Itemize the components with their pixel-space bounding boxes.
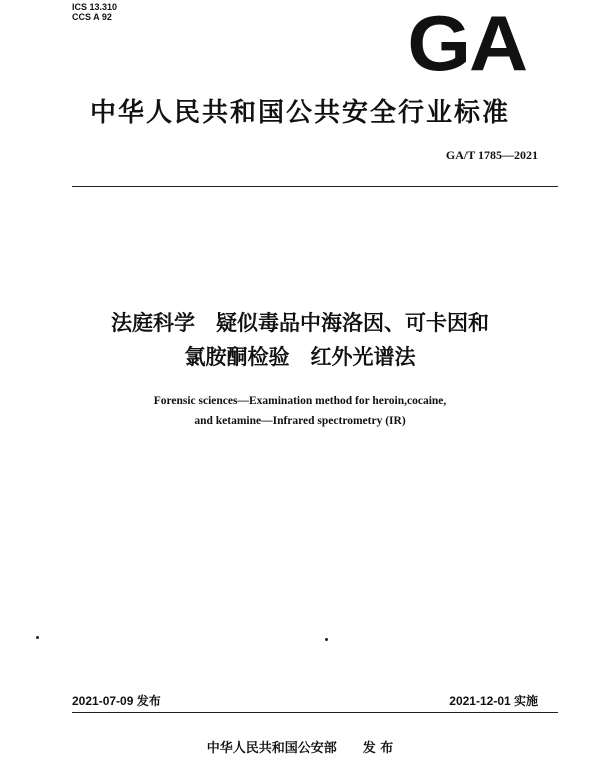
classification-codes xyxy=(72,2,117,22)
standard-number: GA/T 1785—2021 xyxy=(445,148,538,162)
title-english-line-2: and ketamine—Infrared spectrometry (IR) xyxy=(194,415,406,427)
implementation-date: 2021-12-01 实施 xyxy=(449,694,538,708)
title-chinese-line-2: 氯胺酮检验 红外光谱法 xyxy=(184,345,416,369)
ics-code: ICS 13.310 xyxy=(72,2,118,12)
title-chinese-line-1: 法庭科学 疑似毒品中海洛因、可卡因和 xyxy=(111,311,489,335)
scan-speck xyxy=(325,638,328,641)
top-divider xyxy=(72,186,558,187)
bottom-divider xyxy=(72,712,558,713)
ccs-code: CCS A 92 xyxy=(72,12,112,22)
standard-category-title: 中华人民共和国公共安全行业标准 xyxy=(89,98,510,128)
issue-date: 2021-07-09 发布 xyxy=(72,694,161,708)
ga-logo: GA xyxy=(407,0,526,87)
scan-speck xyxy=(36,636,39,639)
publisher-line xyxy=(0,737,600,756)
publisher-name: 中华人民共和国公安部 xyxy=(206,741,337,756)
title-english-line-1: Forensic sciences—Examination method for heroin,cocaine, xyxy=(153,395,447,407)
publish-action: 发 布 xyxy=(362,741,394,756)
